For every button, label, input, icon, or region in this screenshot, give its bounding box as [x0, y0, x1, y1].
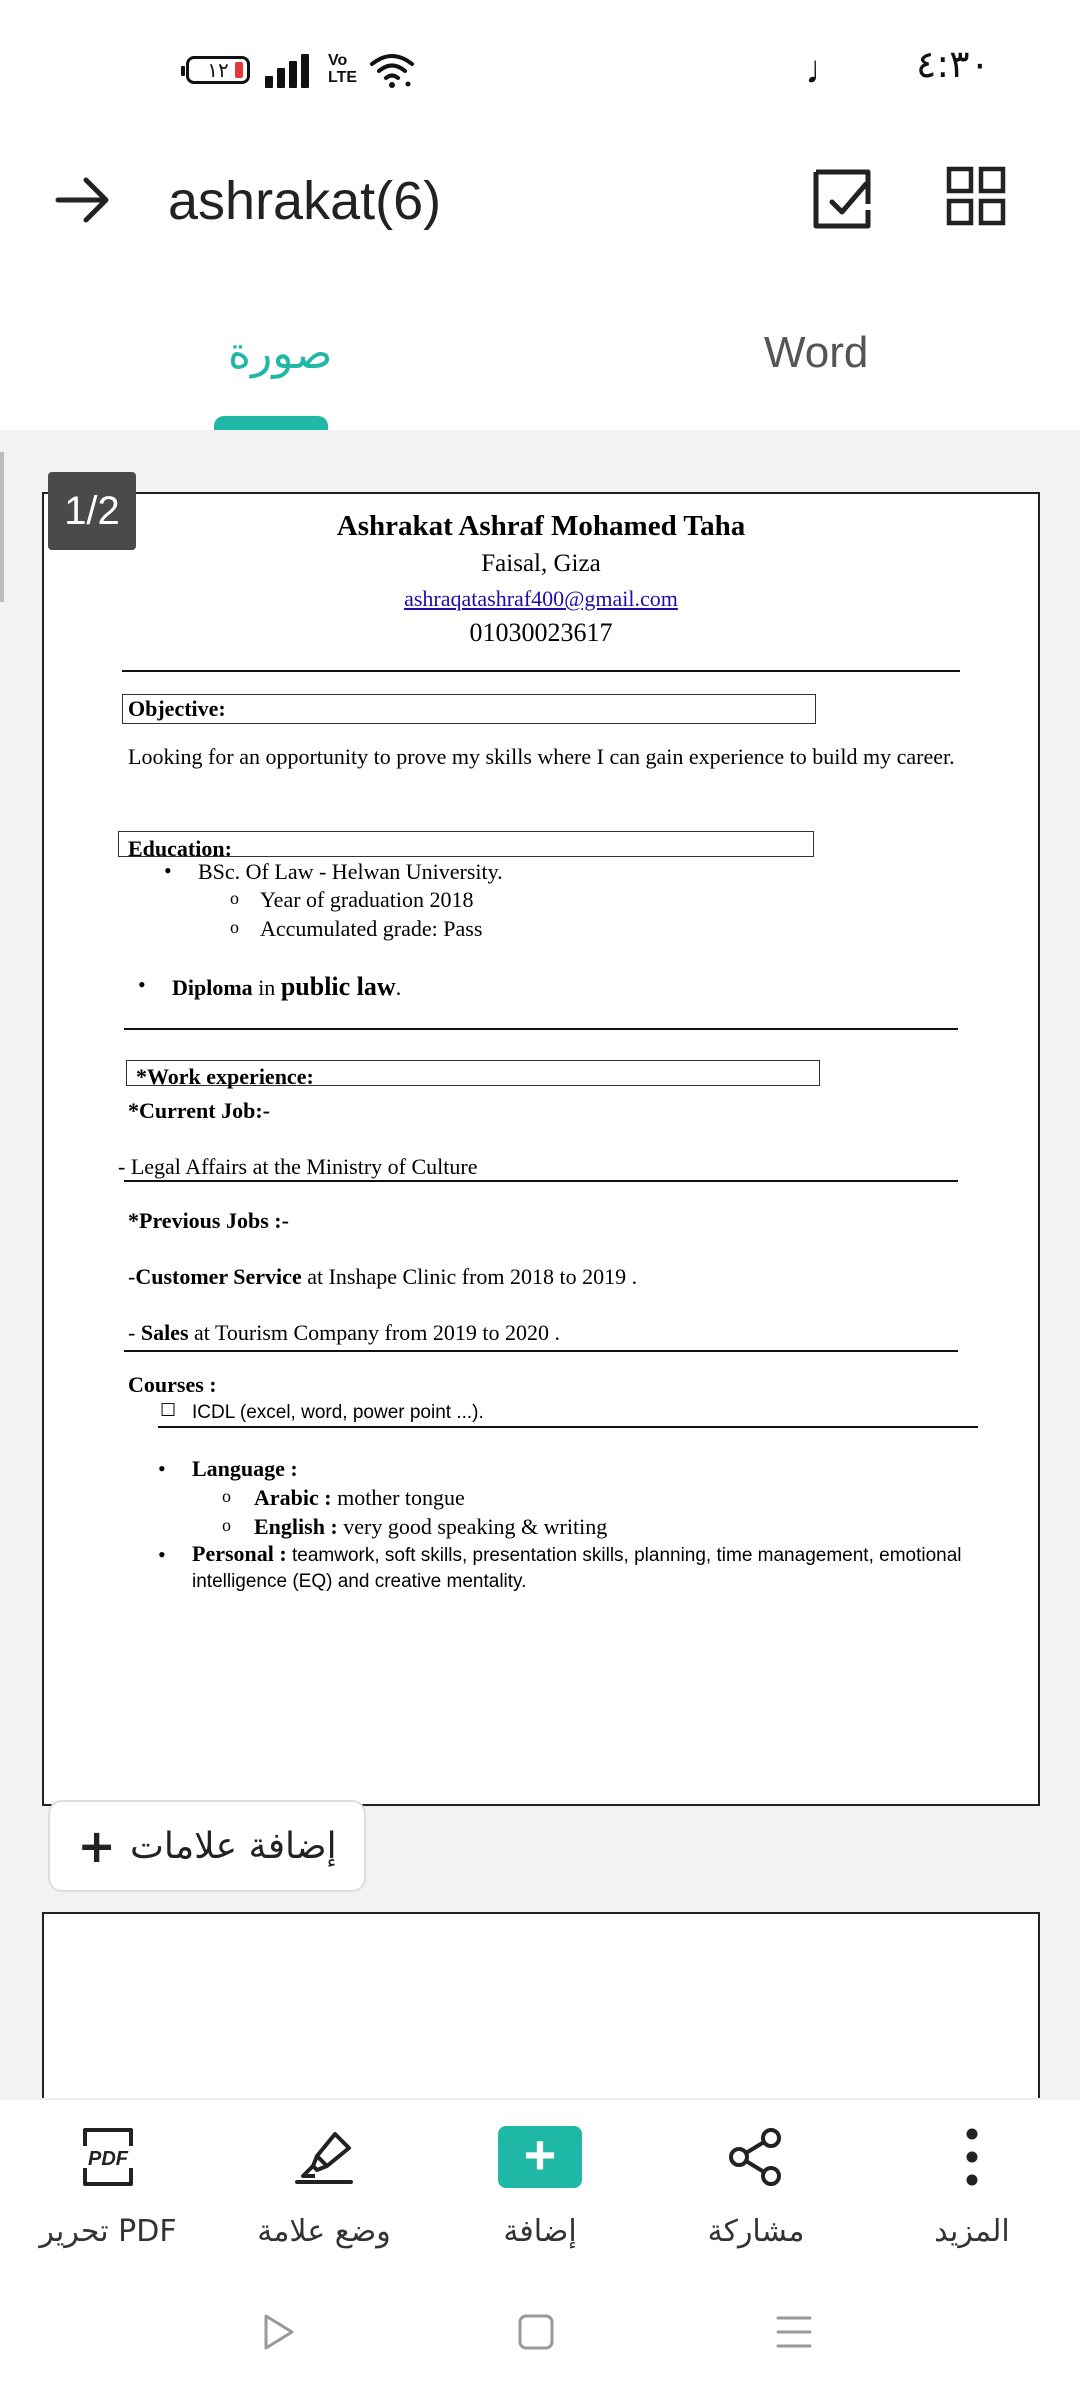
page-indicator: 1/2 [48, 472, 136, 550]
home-square-icon[interactable] [516, 2312, 556, 2352]
divider [124, 1028, 958, 1030]
previous-job-2: - Sales at Tourism Company from 2019 to 2020 . [128, 1320, 560, 1345]
circle-bullet-icon: o [222, 1515, 231, 1535]
plus-icon: + [77, 1819, 116, 1873]
more-button[interactable] [864, 2100, 1080, 2262]
volte-icon: Vo LTE [328, 52, 358, 86]
divider [124, 1350, 958, 1352]
document-page-1 [42, 492, 1040, 1806]
education-heading: Education: [128, 836, 232, 861]
recent-apps-icon[interactable] [774, 2312, 814, 2352]
add-marks-button[interactable] [48, 1800, 366, 1892]
status-time: ٤:٣٠ [915, 42, 990, 86]
section-box [122, 694, 816, 724]
bullet-icon: • [138, 972, 146, 997]
circle-bullet-icon: o [230, 888, 239, 908]
add-button[interactable] [432, 2100, 648, 2262]
resume-email-link[interactable]: ashraqatashraf400@gmail.com [404, 586, 678, 611]
battery-level: ١٢ [207, 58, 229, 82]
language-heading: Language : [192, 1456, 298, 1481]
diploma-item: Diploma in public law. [172, 972, 402, 1001]
current-job-heading: *Current Job:- [128, 1098, 270, 1123]
tab-word[interactable]: Word [764, 328, 869, 377]
more-label: المزيد [934, 2214, 1010, 2249]
bullet-icon: • [164, 858, 172, 883]
wifi-icon [368, 50, 416, 90]
grid-view-icon[interactable] [946, 166, 1006, 226]
personal-item: Personal : teamwork, soft skills, presentation skills, planning, time management, emotional intelligence (EQ) and creative mentality. [192, 1541, 962, 1592]
share-label: مشاركة [707, 2214, 805, 2249]
add-label: إضافة [503, 2214, 577, 2249]
work-heading: *Work experience: [136, 1064, 314, 1089]
add-marks-label: إضافة علامات [129, 1825, 337, 1867]
courses-item: ICDL (excel, word, power point ...). [192, 1402, 484, 1423]
checkbox-icon: ☐ [160, 1400, 177, 1420]
current-job: - Legal Affairs at the Ministry of Culture [118, 1154, 478, 1179]
battery-icon [186, 56, 250, 84]
select-check-icon[interactable] [810, 166, 876, 232]
plus-icon: + [498, 2126, 582, 2188]
bottom-toolbar [0, 2098, 1080, 2262]
language-item: Arabic : mother tongue [254, 1485, 465, 1510]
mark-label: وضع علامة [257, 2214, 391, 2249]
active-tab-indicator [214, 416, 328, 430]
resume-location: Faisal, Giza [481, 550, 601, 577]
status-bar [0, 0, 1080, 140]
system-nav-bar [0, 2260, 1080, 2400]
svg-text:PDF: PDF [88, 2148, 128, 2170]
divider [124, 1180, 958, 1182]
share-icon [725, 2126, 787, 2188]
music-note-icon: ♩ [805, 48, 845, 92]
edit-pdf-label: تحرير PDF [39, 2214, 177, 2249]
objective-heading: Objective: [128, 696, 226, 721]
education-sub-item: Year of graduation 2018 [260, 887, 474, 912]
highlighter-icon [293, 2126, 355, 2188]
bullet-icon: • [158, 1542, 166, 1567]
mark-button[interactable] [216, 2100, 432, 2262]
resume-name: Ashrakat Ashraf Mohamed Taha [336, 510, 746, 542]
education-sub-item: Accumulated grade: Pass [260, 916, 483, 941]
education-item: BSc. Of Law - Helwan University. [198, 859, 503, 884]
back-triangle-icon[interactable] [258, 2312, 298, 2352]
divider [122, 670, 960, 672]
view-tabs [0, 300, 1080, 430]
document-page-2 [42, 1912, 1040, 2098]
more-vertical-icon [941, 2126, 1003, 2188]
circle-bullet-icon: o [222, 1486, 231, 1506]
previous-jobs-heading: *Previous Jobs :- [128, 1208, 289, 1233]
objective-text: Looking for an opportunity to prove my skills where I can gain experience to build my career. [128, 744, 955, 769]
courses-heading: Courses : [128, 1372, 217, 1397]
app-header [0, 140, 1080, 260]
divider [158, 1426, 978, 1428]
share-button[interactable] [648, 2100, 864, 2262]
previous-job-1: -Customer Service at Inshape Clinic from 2018 to 2019 . [128, 1264, 638, 1289]
document-title: ashrakat(6) [168, 171, 442, 231]
bullet-icon: • [158, 1456, 166, 1481]
resume-phone: 01030023617 [469, 618, 613, 647]
edit-pdf-button[interactable] [0, 2100, 216, 2262]
back-arrow-icon[interactable] [50, 168, 114, 232]
signal-icon [265, 54, 311, 88]
tab-image[interactable]: صورة [228, 328, 333, 379]
scroll-handle[interactable] [0, 452, 4, 602]
circle-bullet-icon: o [230, 917, 239, 937]
pdf-icon [77, 2126, 139, 2188]
language-item: English : very good speaking & writing [254, 1514, 608, 1539]
